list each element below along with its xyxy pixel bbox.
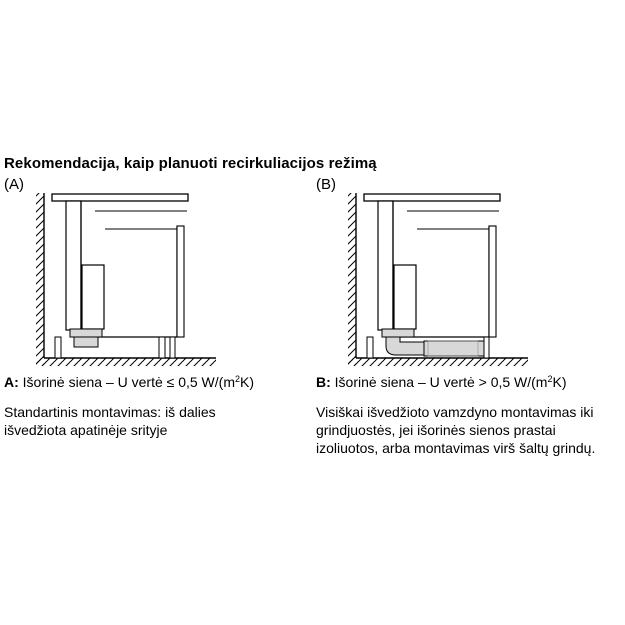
- panel-a-tag: (A): [4, 176, 24, 193]
- leg-a-left: [55, 337, 61, 358]
- panel-b-caption: B: Išorinė siena – U vertė > 0,5 $W/(m^2K)$: [316, 374, 567, 390]
- front-panel-a: [177, 226, 184, 337]
- panel-a-diagram: [36, 193, 216, 366]
- panel-a-description-line: Standartinis montavimas: iš dalies: [4, 404, 216, 420]
- plinth-b: [484, 337, 489, 358]
- leg-a-right: [159, 337, 165, 358]
- diagram-title: Rekomendacija, kaip planuoti recirkuliacijos režimą: [4, 155, 377, 172]
- elbow-duct-b: [386, 337, 424, 355]
- panel-b-diagram: [348, 193, 528, 366]
- panel-b-description-line: izoliuotos, arba montavimas virš šaltų grindų.: [316, 440, 596, 456]
- plinth-a: [170, 337, 175, 358]
- back-duct-b: [378, 201, 393, 330]
- wall-b-hatch: [348, 193, 356, 365]
- hood-unit-b: [394, 265, 416, 329]
- panel-a-description: [4, 403, 216, 439]
- hood-unit-a: [82, 265, 104, 329]
- panel-a-description-line: išvedžiota apatinėje srityje: [4, 422, 168, 438]
- panel-b-description-line: grindjuostės, jei išorinės sienos prastai: [316, 422, 556, 438]
- panel-a-caption: A: Išorinė siena – U vertė ≤ 0,5 $W/(m^2K)$: [4, 374, 254, 390]
- lower-duct-b: [382, 329, 414, 337]
- countertop-a: [52, 194, 188, 201]
- floor-a-hatch: [36, 358, 216, 366]
- countertop-b: [364, 194, 500, 201]
- panel-b-description: [316, 403, 595, 457]
- lower-duct-a: [70, 329, 102, 337]
- panel-b-tag: (B): [316, 176, 336, 193]
- floor-duct-b: [424, 341, 484, 356]
- front-panel-b: [489, 226, 496, 337]
- outlet-a: [74, 337, 98, 347]
- panel-b-description-line: Visiškai išvedžioto vamzdyno montavimas iki: [316, 404, 594, 420]
- floor-b-hatch: [348, 358, 528, 366]
- wall-a-hatch: [36, 193, 44, 365]
- leg-b-left: [367, 337, 373, 358]
- back-duct-a: [66, 201, 81, 330]
